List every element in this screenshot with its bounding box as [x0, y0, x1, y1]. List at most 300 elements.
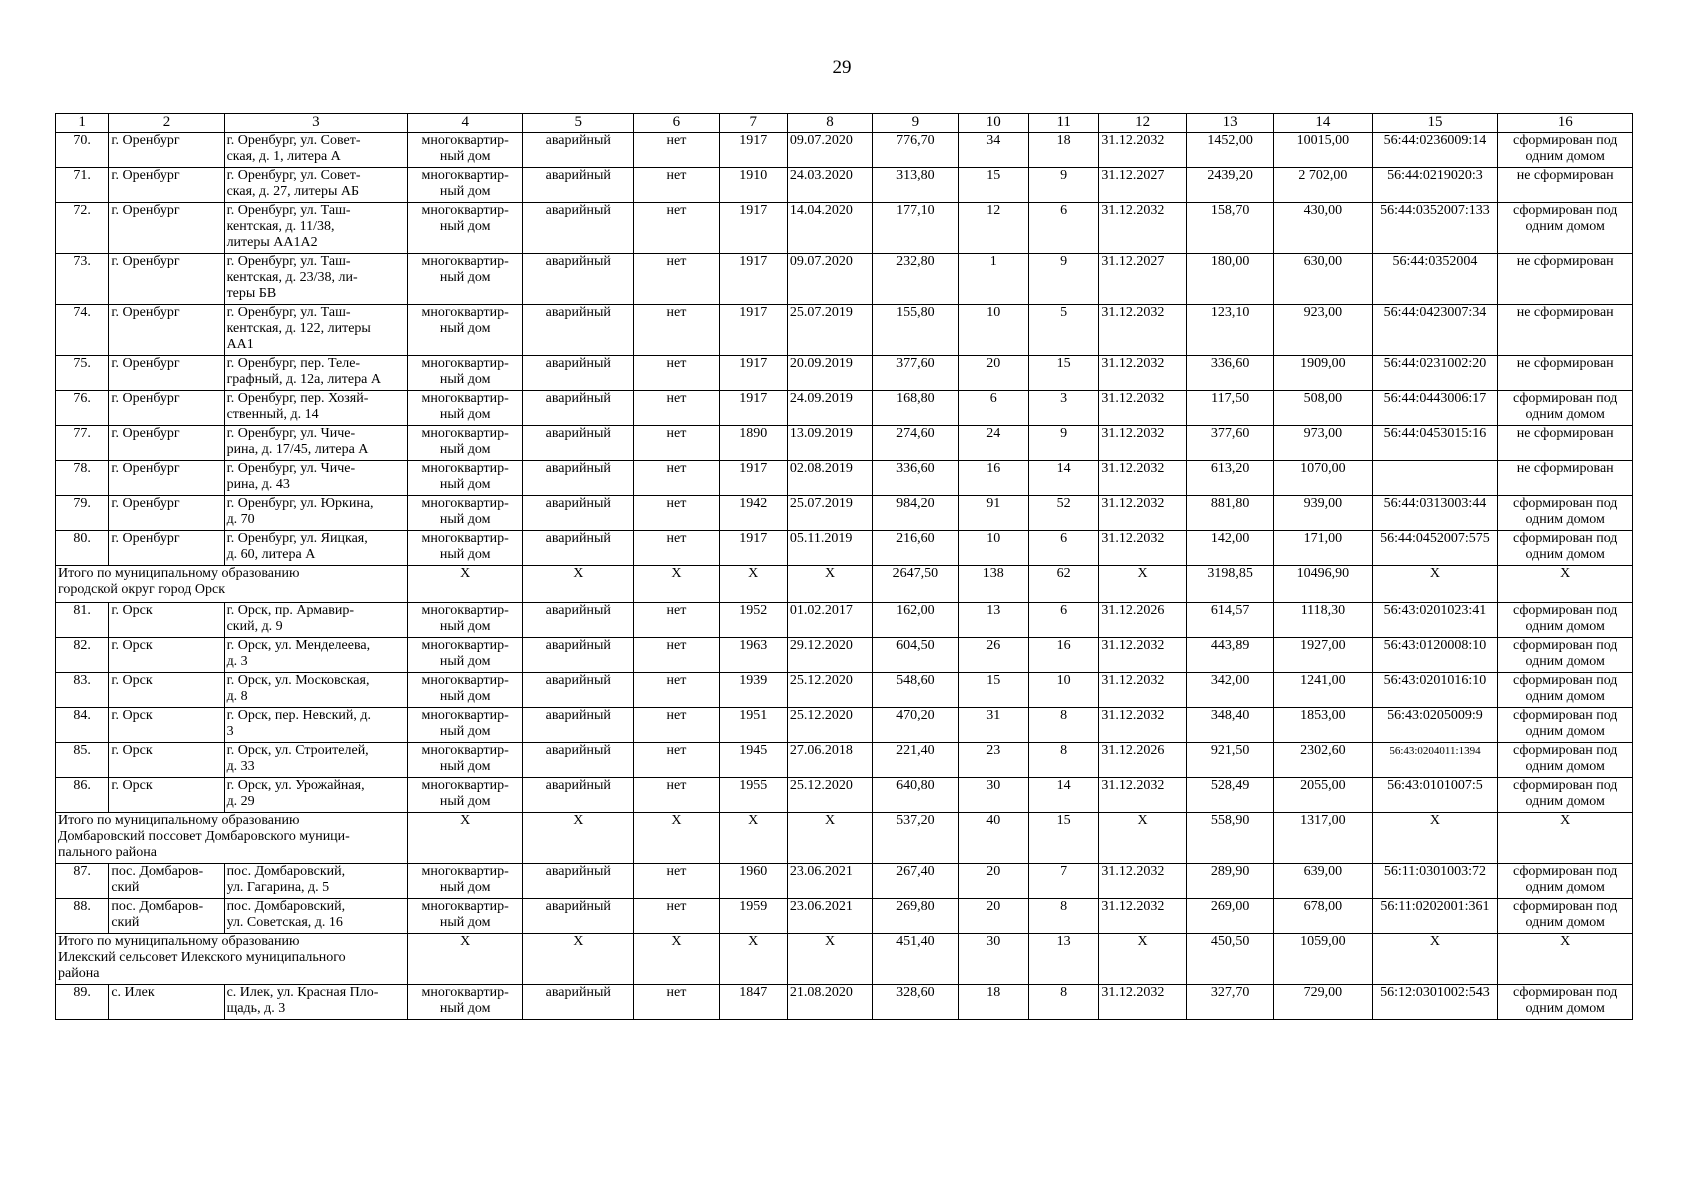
table-row: [56, 461, 1633, 496]
subtotal-cell: X: [408, 813, 523, 864]
table-cell: 1951: [719, 708, 787, 743]
table-cell: нет: [634, 743, 719, 778]
subtotal-row: [56, 934, 1633, 985]
table-cell: 86.: [56, 778, 109, 813]
table-cell: г. Оренбург: [109, 168, 224, 203]
table-cell: аварийный: [523, 603, 634, 638]
table-cell: 16: [1028, 638, 1098, 673]
table-cell: г. Оренбург: [109, 496, 224, 531]
table-cell: г. Оренбург: [109, 426, 224, 461]
table-row: [56, 531, 1633, 566]
table-cell: 23.06.2021: [787, 899, 872, 934]
table-row: [56, 743, 1633, 778]
table-cell: 508,00: [1274, 391, 1372, 426]
table-row: [56, 426, 1633, 461]
table-cell: 14: [1028, 778, 1098, 813]
table-cell: 20: [958, 864, 1028, 899]
table-cell: аварийный: [523, 203, 634, 254]
table-cell: 09.07.2020: [787, 254, 872, 305]
table-cell: 23.06.2021: [787, 864, 872, 899]
table-cell: г. Орск, ул. Менделеева, д. 3: [224, 638, 408, 673]
table-cell: 158,70: [1186, 203, 1273, 254]
subtotal-cell: X: [787, 813, 872, 864]
table-cell: 1452,00: [1186, 133, 1273, 168]
table-cell: 12: [958, 203, 1028, 254]
table-cell: аварийный: [523, 899, 634, 934]
table-cell: г. Оренбург, ул. Чиче- рина, д. 43: [224, 461, 408, 496]
table-cell: аварийный: [523, 864, 634, 899]
table-cell: 3: [1028, 391, 1098, 426]
table-cell: 10015,00: [1274, 133, 1372, 168]
table-cell: 31.12.2032: [1099, 899, 1186, 934]
table-cell: 25.07.2019: [787, 496, 872, 531]
table-row: [56, 356, 1633, 391]
column-header: 5: [523, 114, 634, 133]
table-cell: г. Орск: [109, 708, 224, 743]
table-cell: 1917: [719, 133, 787, 168]
table-row: [56, 168, 1633, 203]
column-header: 14: [1274, 114, 1372, 133]
table-cell: 87.: [56, 864, 109, 899]
table-cell: нет: [634, 531, 719, 566]
table-cell: 269,80: [873, 899, 958, 934]
subtotal-cell: X: [634, 934, 719, 985]
table-cell: г. Оренбург, ул. Яицкая, д. 60, литера А: [224, 531, 408, 566]
table-cell: аварийный: [523, 461, 634, 496]
table-cell: г. Орск: [109, 638, 224, 673]
table-cell: 6: [1028, 531, 1098, 566]
subtotal-cell: X: [787, 566, 872, 603]
table-cell: 216,60: [873, 531, 958, 566]
table-cell: г. Орск, пер. Невский, д. 3: [224, 708, 408, 743]
table-cell: сформирован под одним домом: [1498, 899, 1633, 934]
table-cell: сформирован под одним домом: [1498, 985, 1633, 1020]
table-cell: 1952: [719, 603, 787, 638]
subtotal-cell: 62: [1028, 566, 1098, 603]
table-cell: 377,60: [1186, 426, 1273, 461]
table-row: [56, 778, 1633, 813]
table-row: [56, 985, 1633, 1020]
table-cell: 1955: [719, 778, 787, 813]
table-cell: 678,00: [1274, 899, 1372, 934]
table-cell: 9: [1028, 426, 1098, 461]
column-header: 4: [408, 114, 523, 133]
table-cell: 18: [958, 985, 1028, 1020]
table-cell: 2 702,00: [1274, 168, 1372, 203]
table-cell: 8: [1028, 708, 1098, 743]
table-row: [56, 638, 1633, 673]
table-cell: 528,49: [1186, 778, 1273, 813]
subtotal-cell: 451,40: [873, 934, 958, 985]
table-cell: нет: [634, 708, 719, 743]
table-cell: [1372, 461, 1498, 496]
table-cell: 89.: [56, 985, 109, 1020]
table-cell: 313,80: [873, 168, 958, 203]
table-cell: нет: [634, 203, 719, 254]
table-row: [56, 391, 1633, 426]
table-cell: нет: [634, 778, 719, 813]
table-cell: г. Орск: [109, 743, 224, 778]
table-cell: 5: [1028, 305, 1098, 356]
table-cell: 6: [1028, 203, 1098, 254]
table-cell: 31.12.2032: [1099, 305, 1186, 356]
table-cell: 14.04.2020: [787, 203, 872, 254]
table-cell: 776,70: [873, 133, 958, 168]
table-cell: 56:11:0202001:361: [1372, 899, 1498, 934]
table-cell: г. Оренбург, ул. Таш- кентская, д. 23/38, ли- теры БВ: [224, 254, 408, 305]
subtotal-cell: 3198,85: [1186, 566, 1273, 603]
subtotal-cell: X: [1372, 934, 1498, 985]
table-cell: 973,00: [1274, 426, 1372, 461]
table-row: [56, 254, 1633, 305]
table-cell: 31.12.2027: [1099, 168, 1186, 203]
header-row: [56, 114, 1633, 133]
table-cell: 56:43:0205009:9: [1372, 708, 1498, 743]
table-cell: 1917: [719, 531, 787, 566]
table-cell: 2055,00: [1274, 778, 1372, 813]
table-cell: аварийный: [523, 133, 634, 168]
table-cell: г. Оренбург, ул. Таш- кентская, д. 122, литеры АА1: [224, 305, 408, 356]
table-cell: 613,20: [1186, 461, 1273, 496]
table-cell: сформирован под одним домом: [1498, 673, 1633, 708]
table-cell: аварийный: [523, 305, 634, 356]
table-cell: аварийный: [523, 778, 634, 813]
table-cell: не сформирован: [1498, 426, 1633, 461]
table-cell: 336,60: [1186, 356, 1273, 391]
table-cell: г. Орск, ул. Урожайная, д. 29: [224, 778, 408, 813]
table-cell: 1917: [719, 391, 787, 426]
table-cell: 15: [958, 673, 1028, 708]
table-cell: нет: [634, 391, 719, 426]
table-row: [56, 496, 1633, 531]
column-header: 2: [109, 114, 224, 133]
column-header: 11: [1028, 114, 1098, 133]
table-cell: 31.12.2032: [1099, 133, 1186, 168]
table-cell: 15: [958, 168, 1028, 203]
table-cell: 939,00: [1274, 496, 1372, 531]
table-cell: аварийный: [523, 985, 634, 1020]
table-cell: 20.09.2019: [787, 356, 872, 391]
table-cell: аварийный: [523, 356, 634, 391]
table-cell: 1963: [719, 638, 787, 673]
table-cell: 2302,60: [1274, 743, 1372, 778]
table-cell: 31.12.2032: [1099, 708, 1186, 743]
table-cell: 30: [958, 778, 1028, 813]
table-cell: 1939: [719, 673, 787, 708]
table-cell: 155,80: [873, 305, 958, 356]
table-cell: 8: [1028, 985, 1098, 1020]
table-cell: 123,10: [1186, 305, 1273, 356]
subtotal-row: [56, 566, 1633, 603]
table-cell: нет: [634, 356, 719, 391]
table-cell: 85.: [56, 743, 109, 778]
table-cell: г. Оренбург, ул. Юркина, д. 70: [224, 496, 408, 531]
table-cell: 56:11:0301003:72: [1372, 864, 1498, 899]
page-number: 29: [832, 57, 852, 78]
subtotal-cell: 2647,50: [873, 566, 958, 603]
column-header: 6: [634, 114, 719, 133]
table-cell: 232,80: [873, 254, 958, 305]
table-cell: 1853,00: [1274, 708, 1372, 743]
subtotal-cell: 1059,00: [1274, 934, 1372, 985]
table-cell: г. Оренбург: [109, 391, 224, 426]
table-cell: 168,80: [873, 391, 958, 426]
table-cell: 18: [1028, 133, 1098, 168]
table-cell: не сформирован: [1498, 461, 1633, 496]
table-cell: нет: [634, 133, 719, 168]
table-cell: 1917: [719, 356, 787, 391]
table-cell: 76.: [56, 391, 109, 426]
table-cell: 6: [1028, 603, 1098, 638]
table-cell: 470,20: [873, 708, 958, 743]
table-cell: 1927,00: [1274, 638, 1372, 673]
table-cell: 24: [958, 426, 1028, 461]
table-cell: 9: [1028, 168, 1098, 203]
subtotal-cell: X: [1498, 566, 1633, 603]
table-cell: сформирован под одним домом: [1498, 638, 1633, 673]
table-cell: 2439,20: [1186, 168, 1273, 203]
table-cell: 221,40: [873, 743, 958, 778]
table-cell: 327,70: [1186, 985, 1273, 1020]
table-cell: 31.12.2032: [1099, 203, 1186, 254]
table-cell: сформирован под одним домом: [1498, 778, 1633, 813]
table-cell: 23: [958, 743, 1028, 778]
table-cell: 269,00: [1186, 899, 1273, 934]
table-cell: г. Орск: [109, 778, 224, 813]
table-cell: 443,89: [1186, 638, 1273, 673]
table-cell: 10: [958, 305, 1028, 356]
table-cell: г. Оренбург: [109, 305, 224, 356]
table-cell: многоквартир- ный дом: [408, 254, 523, 305]
subtotal-cell: X: [1099, 813, 1186, 864]
table-cell: многоквартир- ный дом: [408, 133, 523, 168]
subtotal-cell: 10496,90: [1274, 566, 1372, 603]
subtotal-cell: X: [1498, 813, 1633, 864]
table-cell: 09.07.2020: [787, 133, 872, 168]
table-cell: сформирован под одним домом: [1498, 391, 1633, 426]
table-cell: 274,60: [873, 426, 958, 461]
table-cell: 289,90: [1186, 864, 1273, 899]
table-cell: г. Оренбург, пер. Хозяй- ственный, д. 14: [224, 391, 408, 426]
table-cell: 52: [1028, 496, 1098, 531]
table-row: [56, 708, 1633, 743]
table-cell: 26: [958, 638, 1028, 673]
table-cell: 31.12.2032: [1099, 638, 1186, 673]
table-row: [56, 899, 1633, 934]
table-cell: 1070,00: [1274, 461, 1372, 496]
subtotal-cell: 15: [1028, 813, 1098, 864]
table-cell: 82.: [56, 638, 109, 673]
table-cell: 56:43:0120008:10: [1372, 638, 1498, 673]
subtotal-cell: X: [523, 813, 634, 864]
table-cell: 614,57: [1186, 603, 1273, 638]
table-cell: 1917: [719, 461, 787, 496]
table-cell: г. Оренбург, ул. Чиче- рина, д. 17/45, литера А: [224, 426, 408, 461]
table-cell: аварийный: [523, 426, 634, 461]
table-cell: 56:43:0201023:41: [1372, 603, 1498, 638]
table-cell: многоквартир- ный дом: [408, 531, 523, 566]
subtotal-cell: 558,90: [1186, 813, 1273, 864]
table-cell: 1: [958, 254, 1028, 305]
column-header: 7: [719, 114, 787, 133]
table-cell: 1917: [719, 254, 787, 305]
table-cell: 14: [1028, 461, 1098, 496]
table-cell: 9: [1028, 254, 1098, 305]
table-cell: 71.: [56, 168, 109, 203]
table-cell: аварийный: [523, 638, 634, 673]
table-cell: пос. Домбаров- ский: [109, 864, 224, 899]
table-cell: нет: [634, 426, 719, 461]
table-cell: с. Илек: [109, 985, 224, 1020]
table-cell: 1960: [719, 864, 787, 899]
table-cell: 177,10: [873, 203, 958, 254]
table-cell: 1917: [719, 305, 787, 356]
table-cell: 56:12:0301002:543: [1372, 985, 1498, 1020]
housing-table: [55, 113, 1633, 1020]
table-cell: 142,00: [1186, 531, 1273, 566]
subtotal-cell: X: [1372, 566, 1498, 603]
table-cell: 01.02.2017: [787, 603, 872, 638]
subtotal-cell: X: [408, 934, 523, 985]
table-cell: 27.06.2018: [787, 743, 872, 778]
table-cell: 430,00: [1274, 203, 1372, 254]
column-header: 15: [1372, 114, 1498, 133]
table-cell: 1942: [719, 496, 787, 531]
subtotal-cell: X: [1099, 934, 1186, 985]
table-cell: сформирован под одним домом: [1498, 743, 1633, 778]
table-cell: 56:44:0452007:575: [1372, 531, 1498, 566]
table-cell: аварийный: [523, 743, 634, 778]
subtotal-cell: 138: [958, 566, 1028, 603]
table-cell: многоквартир- ный дом: [408, 778, 523, 813]
table-cell: 16: [958, 461, 1028, 496]
table-cell: 31.12.2032: [1099, 673, 1186, 708]
table-cell: 79.: [56, 496, 109, 531]
table-cell: сформирован под одним домом: [1498, 531, 1633, 566]
table-cell: 31: [958, 708, 1028, 743]
column-header: 9: [873, 114, 958, 133]
table-cell: 328,60: [873, 985, 958, 1020]
table-cell: многоквартир- ный дом: [408, 203, 523, 254]
table-cell: многоквартир- ный дом: [408, 603, 523, 638]
table-cell: 881,80: [1186, 496, 1273, 531]
table-cell: г. Оренбург, ул. Совет- ская, д. 1, литера А: [224, 133, 408, 168]
table-cell: 1910: [719, 168, 787, 203]
table-cell: 56:43:0204011:1394: [1372, 743, 1498, 778]
subtotal-label: Итого по муниципальному образованию Домбаровский поссовет Домбаровского муници- пального района: [56, 813, 408, 864]
table-cell: 56:44:0313003:44: [1372, 496, 1498, 531]
subtotal-cell: 40: [958, 813, 1028, 864]
table-cell: г. Оренбург, ул. Совет- ская, д. 27, литеры АБ: [224, 168, 408, 203]
table-cell: многоквартир- ный дом: [408, 168, 523, 203]
table-cell: 29.12.2020: [787, 638, 872, 673]
table-cell: 1118,30: [1274, 603, 1372, 638]
table-cell: многоквартир- ный дом: [408, 985, 523, 1020]
table-cell: 639,00: [1274, 864, 1372, 899]
table-cell: 77.: [56, 426, 109, 461]
table-cell: 31.12.2026: [1099, 743, 1186, 778]
table-cell: 31.12.2032: [1099, 426, 1186, 461]
subtotal-cell: X: [787, 934, 872, 985]
table-row: [56, 864, 1633, 899]
table-cell: сформирован под одним домом: [1498, 708, 1633, 743]
table-cell: 83.: [56, 673, 109, 708]
table-cell: 31.12.2032: [1099, 391, 1186, 426]
table-cell: 729,00: [1274, 985, 1372, 1020]
table-cell: 84.: [56, 708, 109, 743]
table-cell: многоквартир- ный дом: [408, 673, 523, 708]
table-cell: нет: [634, 673, 719, 708]
table-cell: 640,80: [873, 778, 958, 813]
table-cell: 31.12.2032: [1099, 531, 1186, 566]
table-cell: с. Илек, ул. Красная Пло- щадь, д. 3: [224, 985, 408, 1020]
table-cell: 31.12.2032: [1099, 356, 1186, 391]
column-header: 12: [1099, 114, 1186, 133]
table-cell: 1890: [719, 426, 787, 461]
table-cell: 8: [1028, 899, 1098, 934]
table-cell: 10: [1028, 673, 1098, 708]
table-cell: 348,40: [1186, 708, 1273, 743]
subtotal-cell: 450,50: [1186, 934, 1273, 985]
table-cell: 21.08.2020: [787, 985, 872, 1020]
table-cell: г. Оренбург, пер. Теле- графный, д. 12а, литера А: [224, 356, 408, 391]
table-cell: нет: [634, 638, 719, 673]
table-cell: г. Оренбург, ул. Таш- кентская, д. 11/38, литеры АА1А2: [224, 203, 408, 254]
table-cell: 56:44:0231002:20: [1372, 356, 1498, 391]
table-cell: 56:43:0101007:5: [1372, 778, 1498, 813]
table-cell: 81.: [56, 603, 109, 638]
table-cell: нет: [634, 254, 719, 305]
table-cell: нет: [634, 168, 719, 203]
table-cell: 31.12.2032: [1099, 864, 1186, 899]
table-cell: многоквартир- ный дом: [408, 743, 523, 778]
column-header: 10: [958, 114, 1028, 133]
table-cell: 74.: [56, 305, 109, 356]
table-cell: 13: [958, 603, 1028, 638]
table-cell: 91: [958, 496, 1028, 531]
table-cell: нет: [634, 864, 719, 899]
table-cell: многоквартир- ный дом: [408, 461, 523, 496]
table-cell: г. Орск: [109, 603, 224, 638]
table-cell: 630,00: [1274, 254, 1372, 305]
table-cell: 31.12.2032: [1099, 461, 1186, 496]
subtotal-cell: X: [719, 813, 787, 864]
subtotal-cell: X: [1099, 566, 1186, 603]
table-cell: 56:44:0236009:14: [1372, 133, 1498, 168]
table-cell: не сформирован: [1498, 168, 1633, 203]
table-cell: 24.09.2019: [787, 391, 872, 426]
subtotal-cell: X: [719, 566, 787, 603]
table-cell: 984,20: [873, 496, 958, 531]
table-cell: 24.03.2020: [787, 168, 872, 203]
table-cell: не сформирован: [1498, 254, 1633, 305]
table-cell: 56:44:0352007:133: [1372, 203, 1498, 254]
table-cell: г. Оренбург: [109, 356, 224, 391]
table-cell: 05.11.2019: [787, 531, 872, 566]
table-cell: не сформирован: [1498, 356, 1633, 391]
table-cell: 1917: [719, 203, 787, 254]
column-header: 1: [56, 114, 109, 133]
table-cell: г. Оренбург: [109, 461, 224, 496]
table-cell: 180,00: [1186, 254, 1273, 305]
table-cell: 10: [958, 531, 1028, 566]
subtotal-cell: X: [1498, 934, 1633, 985]
table-cell: 923,00: [1274, 305, 1372, 356]
table-cell: аварийный: [523, 254, 634, 305]
table-cell: сформирован под одним домом: [1498, 603, 1633, 638]
table-cell: многоквартир- ный дом: [408, 638, 523, 673]
table-cell: сформирован под одним домом: [1498, 203, 1633, 254]
